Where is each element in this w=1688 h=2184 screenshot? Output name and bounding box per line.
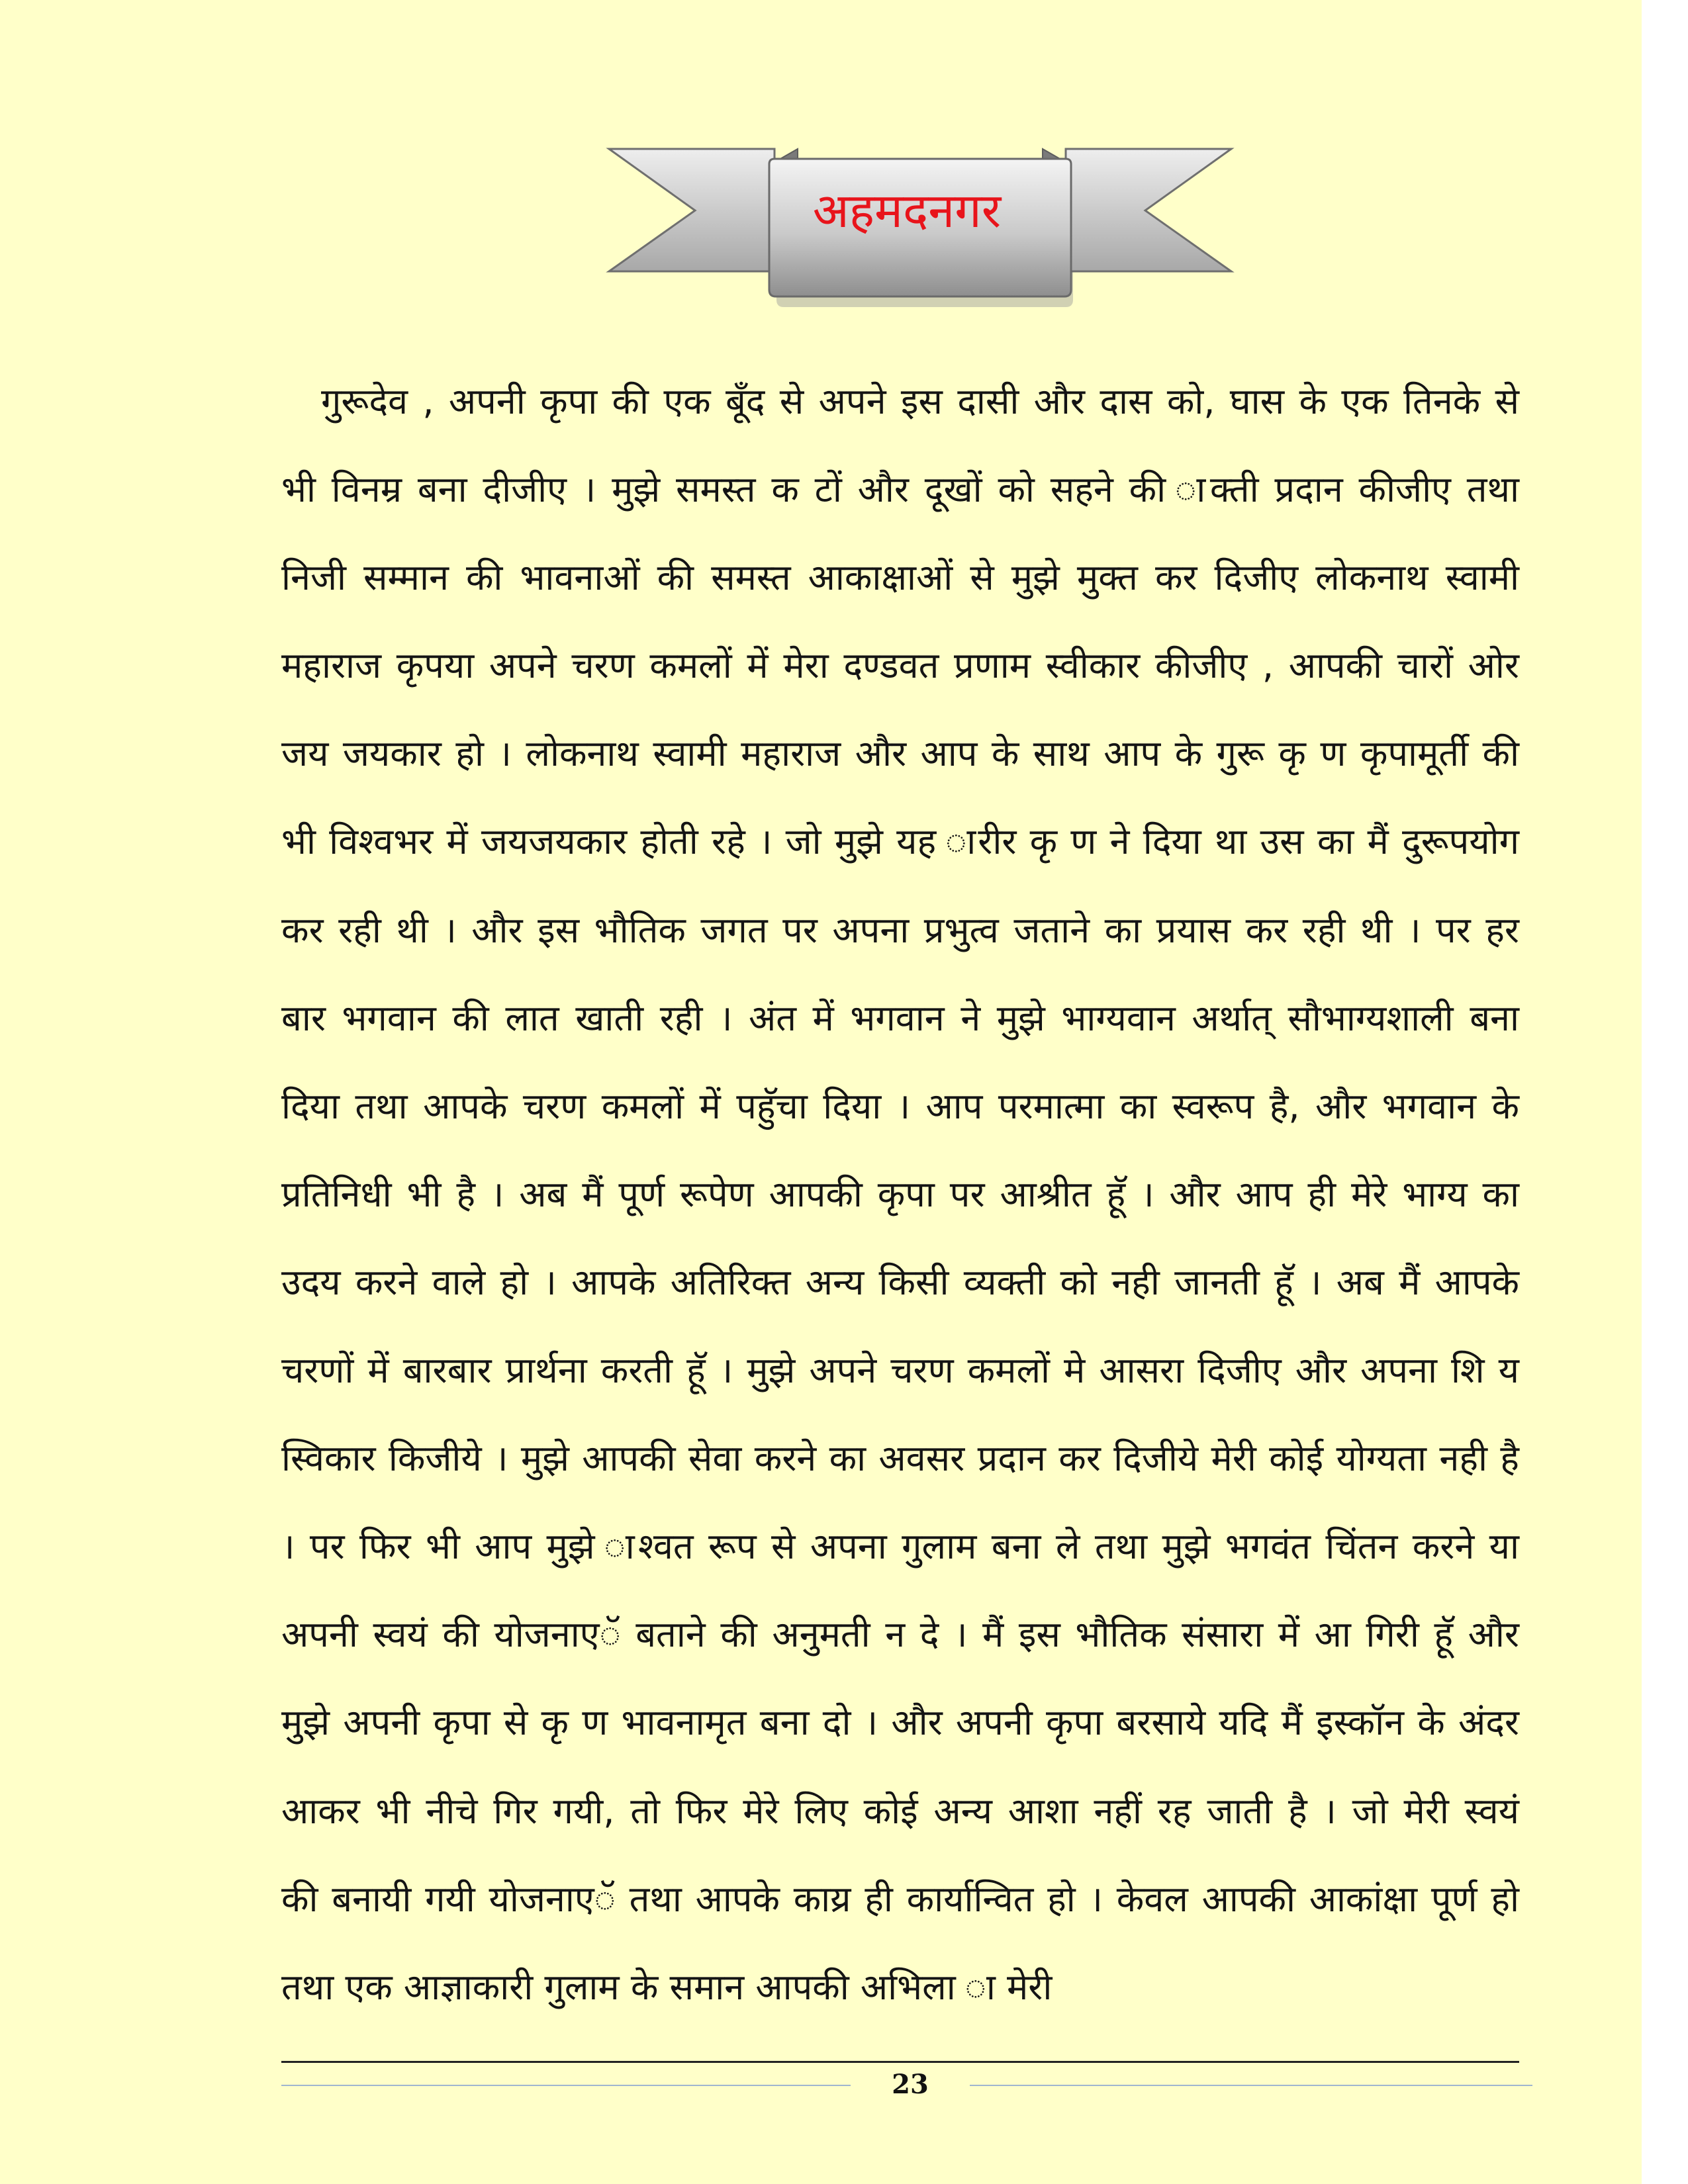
footer-rule-right [970,2085,1532,2086]
text-line: महाराज कृपया अपने चरण कमलों में मेरा दण्डवत प्रणाम स्वीकार कीजीए , आपकी चारों ओर [281,645,1519,687]
text-line: चरणों में बारबार प्रार्थना करती हूॅ । मुझे अपने चरण कमलों मे आसरा दिजीए और अपना शि य [281,1349,1519,1392]
page-number: 23 [892,2069,929,2100]
text-line: दिया तथा आपके चरण कमलों में पहुॅचा दिया । आप परमात्मा का स्वरूप है, और भगवान के [281,1085,1519,1127]
text-line: कर रही थी । और इस भौतिक जगत पर अपना प्रभुत्व जताने का प्रयास कर रही थी । पर हर [281,909,1519,951]
text-line: अपनी स्वयं की योजनाएॅ बताने की अनुमती न दे । मैं इस भौतिक संसारा में आ गिरी हूॅ और [281,1614,1519,1656]
text-line: । पर फिर भी आप मुझे ाश्वत रूप से अपना गुलाम बना ले तथा मुझे भगवंत चिंतन करने या [281,1525,1519,1568]
text-line: मुझे अपनी कृपा से कृ ण भावनामृत बना दो । और अपनी कृपा बरसाये यदि मैं इस्कॉन के अंदर [281,1702,1519,1744]
text-line: तथा एक आज्ञाकारी गुलाम के समान आपकी अभिला ा मेरी [281,1966,1053,2008]
text-line: भी विनम्र बना दीजीए । मुझे समस्त क टों और दूखों को सहने की ाक्ती प्रदान कीजीए तथा [281,469,1519,511]
text-line: प्रतिनिधी भी है । अब मैं पूर्ण रूपेण आपकी कृपा पर आश्रीत हूॅ । और आप ही मेरे भाग्य का [281,1173,1519,1215]
footer-rule-left [281,2085,851,2086]
text-line: उदय करने वाले हो । आपके अतिरिक्त अन्य किसी व्यक्ती को नही जानती हूॅ । अब मैं आपके [281,1261,1519,1303]
text-line: स्विकार किजीये । मुझे आपकी सेवा करने का अवसर प्रदान कर दिजीये मेरी कोई योग्यता नही है [281,1437,1519,1480]
text-line: गुरूदेव , अपनी कृपा की एक बूँद से अपने इस दासी और दास को, घास के एक तिनके से [321,381,1519,422]
footer-divider [281,2061,1519,2063]
page-title: अहमदनगर [812,183,1002,238]
text-line: आकर भी नीचे गिर गयी, तो फिर मेरे लिए कोई अन्य आशा नहीं रह जाती है । जो मेरी स्वयं [281,1790,1519,1832]
body-paragraph [281,357,1519,2031]
text-line: भी विश्वभर में जयजयकार होती रहे । जो मुझे यह ारीर कृ ण ने दिया था उस का मैं दुरूपयोग [281,821,1519,863]
text-line: जय जयकार हो । लोकनाथ स्वामी महाराज और आप के साथ आप के गुरू कृ ण कृपामूर्ती की [281,733,1519,775]
text-line: बार भगवान की लात खाती रही । अंत में भगवान ने मुझे भाग्यवान अर्थात् सौभाग्यशाली बना [281,997,1519,1039]
banner-left-tail [609,149,774,271]
text-line: की बनायी गयी योजनाएॅ तथा आपके काय्र ही कार्यान्वित हो । केवल आपकी आकांक्षा पूर्ण हो [281,1878,1519,1920]
banner-right-tail [1066,149,1231,271]
text-line: निजी सम्मान की भावनाओं की समस्त आकाक्षाओं से मुझे मुक्त कर दिजीए लोकनाथ स्वामी [281,557,1519,599]
